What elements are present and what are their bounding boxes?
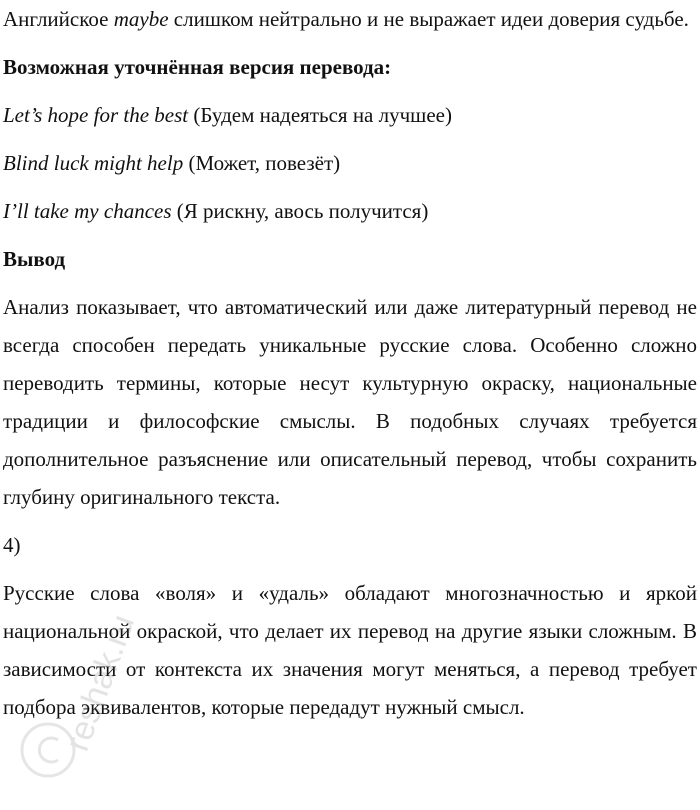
variants-heading: Возможная уточнённая версия перевода:: [3, 55, 392, 79]
variant-3: [3, 192, 697, 230]
section4-paragraph: Русские слова «воля» и «удаль» обладают многозначностью и яркой национальной окраской, что делает их перевод на другие языки сложным. В зависимости от контекста их значения могут меняться, а перевод требует подбора эквивалентов, которые передадут нужный смысл.: [3, 581, 697, 719]
watermark-text: reshak.ru: [58, 609, 143, 756]
variant-3-russian: (Я рискну, авось получится): [171, 199, 429, 223]
intro-text-before: Английское: [3, 7, 114, 31]
section-number: 4): [3, 533, 21, 557]
variant-1-english: Let’s hope for the best: [3, 103, 189, 127]
conclusion-heading: Вывод: [3, 247, 66, 271]
intro-paragraph: [3, 0, 697, 38]
variant-3-english: I’ll take my chances: [3, 199, 172, 223]
variant-1-russian: (Будем надеяться на лучшее): [188, 103, 452, 127]
maybe-word: maybe: [113, 7, 169, 31]
variant-1: [3, 96, 697, 134]
document-page: [3, 0, 697, 726]
variant-2-english: Blind luck might help: [3, 151, 184, 175]
variant-2-russian: (Может, повезёт): [183, 151, 341, 175]
variant-2: [3, 144, 697, 182]
intro-text-after: слишком нейтрально и не выражает идеи доверия судьбе.: [168, 7, 689, 31]
watermark-copyright-icon: [22, 724, 74, 776]
conclusion-paragraph: Анализ показывает, что автоматический или даже литературный перевод не всегда способен передать уникальные русские слова. Особенно сложно переводить термины, которые несут культурную окраску, национальные традиции и философские смыслы. В подобных случаях требуется дополнительное разъяснение или описательный перевод, чтобы сохранить глубину оригинального текста.: [3, 295, 697, 509]
